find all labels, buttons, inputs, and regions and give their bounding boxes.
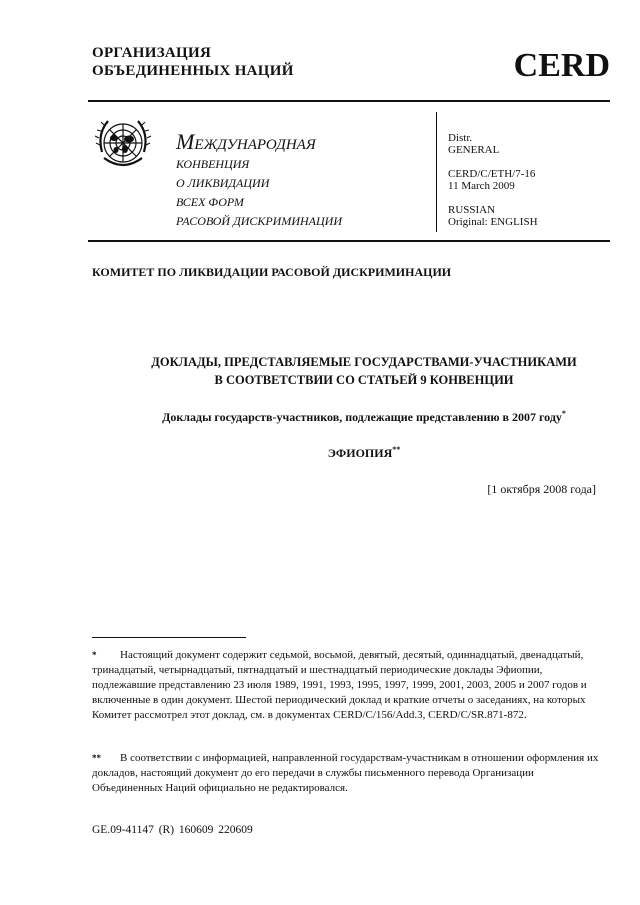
document-subtitle — [88, 408, 640, 426]
title-line-2: В СООТВЕТСТВИИ СО СТАТЬЕЙ 9 КОНВЕНЦИИ — [214, 373, 514, 387]
organization-name — [92, 44, 294, 80]
footnote-mark: * — [92, 650, 97, 660]
distribution-group — [448, 132, 538, 156]
distr-label: Distr. — [448, 132, 473, 144]
convention-line: ВСЕХ ФОРМ — [176, 195, 244, 209]
committee-name: КОМИТЕТ ПО ЛИКВИДАЦИИ РАСОВОЙ ДИСКРИМИНАЦИИ — [92, 265, 452, 279]
vertical-divider — [436, 112, 437, 232]
subtitle-text: Доклады государств-участников, подлежащие представлению в 2007 году — [162, 410, 562, 424]
org-line-1: ОРГАНИЗАЦИЯ — [92, 45, 212, 61]
country-name: ЭФИОПИЯ — [327, 446, 393, 460]
convention-first-rest: ЕЖДУНАРОДНАЯ — [194, 137, 316, 153]
convention-title-first-line — [176, 129, 342, 155]
submission-date: [1 октября 2008 года] — [487, 482, 596, 496]
convention-line: РАСОВОЙ ДИСКРИМИНАЦИИ — [176, 214, 343, 228]
convention-line: КОНВЕНЦИЯ — [176, 157, 250, 171]
document-symbol: CERD/C/ETH/7-16 — [448, 168, 536, 180]
symbol-group — [448, 168, 538, 192]
footnote — [92, 648, 604, 723]
footnote-ref-2[interactable]: ** — [392, 445, 401, 454]
series-code: CERD — [513, 47, 610, 84]
top-rule — [88, 100, 610, 102]
header-bottom-rule — [88, 240, 610, 242]
title-line-1: ДОКЛАДЫ, ПРЕДСТАВЛЯЕМЫЕ ГОСУДАРСТВАМИ-УЧАСТНИКАМИ — [151, 355, 577, 369]
footnote-text: В соответствии с информацией, направленной государствам-участникам в отношении оформления их докладов, настоящий документ до его передачи в службы письменного перевода Организации Объединенных Наций официально не редактировался. — [92, 752, 599, 794]
convention-title — [176, 129, 343, 231]
footnote-mark: ** — [92, 753, 101, 763]
convention-drop-cap: М — [176, 129, 195, 154]
org-line-2: ОБЪЕДИНЕННЫХ НАЦИЙ — [92, 63, 294, 79]
language-group — [448, 204, 538, 228]
document-title — [88, 353, 640, 389]
country-heading — [88, 444, 640, 462]
un-emblem-icon — [92, 112, 154, 174]
job-number: GE.09-41147 (R) 160609 220609 — [92, 824, 253, 836]
footnote-text: Настоящий документ содержит седьмой, восьмой, девятый, десятый, одиннадцатый, двенадцатый, тринадцатый, четырнадцатый, пятнадцатый и шестнадцатый периодические доклады Эфиопии, подлежавшие представлению 23 июля 1989, 1991, 1993, 1995, 1997, 1999, 2001, 2003, 2005 и 2007 годов и включенные в один документ. Шестой периодический доклад и краткие отчеты о заседаниях, на которых Комитет рассмотрел этот доклад, см. в документах CERD/C/156/Add.3, CERD/C/SR.871-872. — [92, 649, 587, 721]
footnote-separator — [92, 637, 246, 638]
document-metadata — [448, 132, 538, 240]
distr-type: GENERAL — [448, 144, 500, 156]
original-language: Original: ENGLISH — [448, 216, 538, 228]
document-language: RUSSIAN — [448, 204, 496, 216]
document-date: 11 March 2009 — [448, 180, 515, 192]
footnote — [92, 751, 604, 796]
convention-line: О ЛИКВИДАЦИИ — [176, 176, 270, 190]
footnote-ref-1[interactable]: * — [561, 409, 566, 418]
